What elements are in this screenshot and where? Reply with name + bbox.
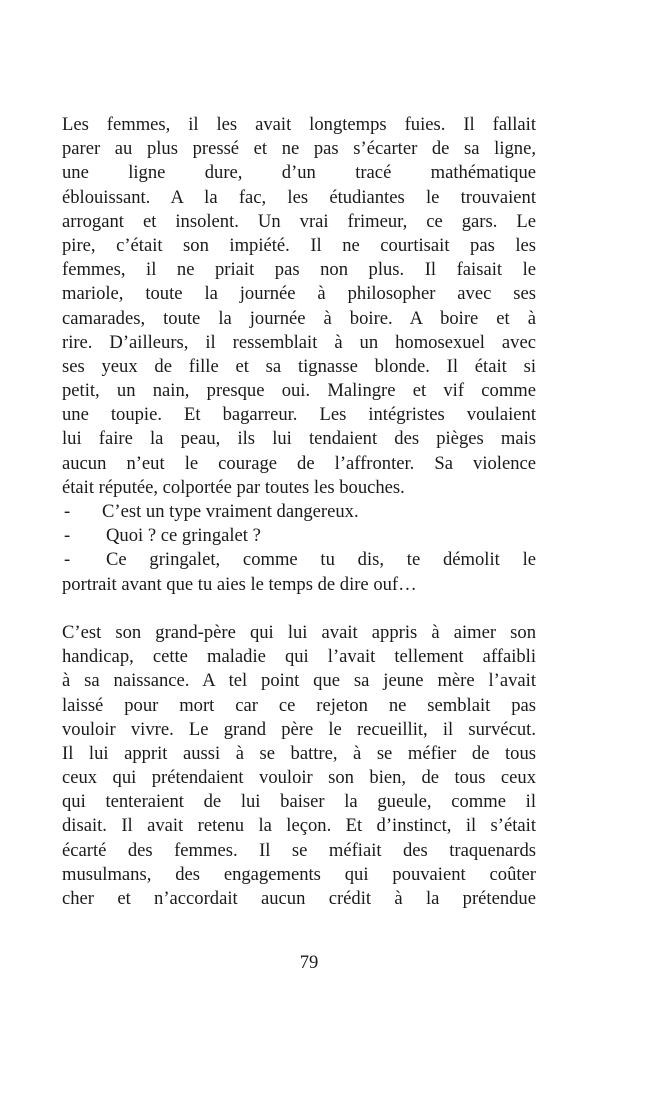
- text-line: parer au plus pressé et ne pas s’écarter de sa ligne,: [62, 138, 536, 160]
- text-line: mariole, toute la journée à philosopher avec ses: [62, 283, 536, 305]
- text-line: rire. D’ailleurs, il ressemblait à un homosexuel avec: [62, 331, 536, 353]
- text-line: à sa naissance. A tel point que sa jeune mère l’avait: [62, 670, 536, 692]
- dialogue-dash: -: [64, 501, 71, 522]
- dialogue-line: [62, 524, 536, 548]
- dialogue-dash: -: [64, 525, 71, 547]
- text-line: laissé pour mort car ce rejeton ne semblait pas: [62, 694, 536, 716]
- text-line: éblouissant. A la fac, les étudiantes le trouvaient: [62, 186, 536, 208]
- dialogue: [62, 500, 536, 597]
- text-line: camarades, toute la journée à boire. A boire et à: [62, 307, 536, 329]
- text-line: ses yeux de fille et sa tignasse blonde. Il était si: [62, 355, 536, 377]
- paragraph-gap: [62, 597, 536, 621]
- page-body: [62, 113, 536, 911]
- text-line: disait. Il avait retenu la leçon. Et d’instinct, il s’était: [62, 815, 536, 837]
- text-line: une toupie. Et bagarreur. Les intégristes voulaient: [62, 404, 536, 426]
- text-line: vouloir vivre. Le grand père le recueillit, il survécut.: [62, 718, 536, 740]
- text-line: arrogant et insolent. Un vrai frimeur, ce gars. Le: [62, 210, 536, 232]
- text-line: qui tenteraient de lui baiser la gueule, comme il: [62, 791, 536, 813]
- paragraph-2: [62, 621, 536, 911]
- dialogue-line: [62, 548, 536, 572]
- text-line: ceux qui prétendaient vouloir son bien, de tous ceux: [62, 767, 536, 789]
- text-line: femmes, il ne priait pas non plus. Il faisait le: [62, 259, 536, 281]
- text-line: cher et n’accordait aucun crédit à la prétendue: [62, 888, 536, 909]
- dialogue-line: [62, 500, 536, 524]
- text-line: petit, un nain, presque oui. Malingre et vif comme: [62, 380, 536, 402]
- text-line: pire, c’était son impiété. Il ne courtisait pas les: [62, 234, 536, 256]
- text-line: Il lui apprit aussi à se battre, à se méfier de tous: [62, 742, 536, 764]
- text-line: Les femmes, il les avait longtemps fuies. Il fallait: [62, 114, 536, 135]
- dialogue-text: Ce gringalet, comme tu dis, te démolit le: [106, 549, 536, 571]
- text-line: était réputée, colportée par toutes les bouches.: [62, 476, 405, 498]
- paragraph-1: [62, 113, 536, 500]
- text-line: C’est son grand-père qui lui avait appris à aimer son: [62, 621, 536, 643]
- dialogue-text: C’est un type vraiment dangereux.: [102, 501, 359, 522]
- text-line: lui faire la peau, ils lui tendaient des pièges mais: [62, 428, 536, 450]
- text-line: handicap, cette maladie qui l’avait tellement affaibli: [62, 646, 536, 668]
- dialogue-dash: -: [64, 549, 71, 571]
- dialogue-text: Quoi ? ce gringalet ?: [106, 525, 261, 547]
- text-line: une ligne dure, d’un tracé mathématique: [62, 162, 536, 184]
- dialogue-continuation: portrait avant que tu aies le temps de dire ouf…: [62, 573, 417, 595]
- text-line: écarté des femmes. Il se méfiait des traquenards: [62, 839, 536, 861]
- text-line: musulmans, des engagements qui pouvaient coûter: [62, 863, 536, 885]
- page-number: 79: [299, 952, 319, 973]
- text-line: aucun n’eut le courage de l’affronter. Sa violence: [62, 452, 536, 474]
